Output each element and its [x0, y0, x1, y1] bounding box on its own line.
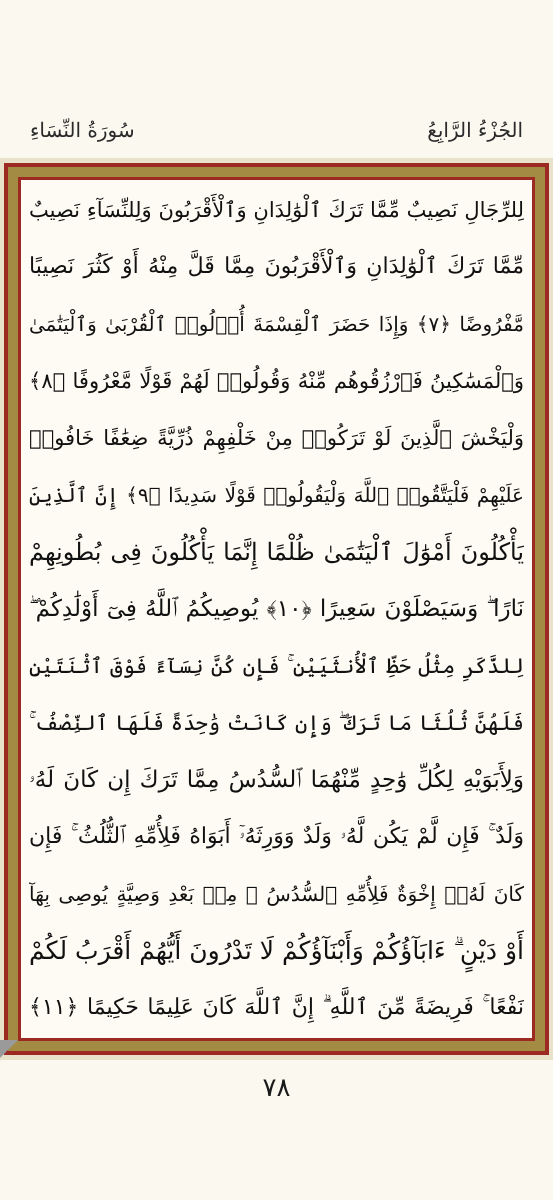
- verse-line-13: كَانَ لَهُۥٓ إِخْوَةٌ فَلِأُمِّهِ ٱلسُّدُسُ ۚ مِنۢ بَعْدِ وَصِيَّةٍ يُوصِى بِهَآ: [29, 882, 524, 906]
- juz-name-title: الجُزْءُ الرَّابِعُ: [427, 118, 523, 142]
- verse-line-3: مَّفْرُوضًا ﴿٧﴾ وَإِذَا حَضَرَ ٱلْقِسْمَةَ أُو۟لُوا۟ ٱلْقُرْبَىٰ وَٱلْيَتَٰمَىٰ: [29, 312, 524, 336]
- verse-line-9: لِلذَّكَرِ مِثْلُ حَظِّ ٱلْأُنثَيَيْنِ ۚ فَإِن كُنَّ نِسَآءً فَوْقَ ٱثْنَتَيْنِ: [29, 654, 524, 678]
- verse-line-7: يَأْكُلُونَ أَمْوَٰلَ ٱلْيَتَٰمَىٰ ظُلْمًا إِنَّمَا يَأْكُلُونَ فِى بُطُونِهِمْ: [29, 538, 524, 566]
- verse-line-15: نَفْعًا ۚ فَرِيضَةً مِّنَ ٱللَّهِ ۗ إِنَّ ٱللَّهَ كَانَ عَلِيمًا حَكِيمًا ﴿١١﴾: [29, 995, 524, 1020]
- page-header: [0, 110, 553, 150]
- verse-line-5: وَلْيَخْشَ ٱلَّذِينَ لَوْ تَرَكُوا۟ مِنْ خَلْفِهِمْ ذُرِّيَّةً ضِعَٰفًا خَافُوا۟: [29, 426, 524, 450]
- verse-line-4: وَٱلْمَسَٰكِينُ فَٱرْزُقُوهُم مِّنْهُ وَقُولُوا۟ لَهُمْ قَوْلًا مَّعْرُوفًا ﴿٨﴾: [29, 369, 524, 393]
- verse-line-8: نَارًا ۖ وَسَيَصْلَوْنَ سَعِيرًا ﴿١٠﴾ يُوصِيكُمُ ٱللَّهُ فِىٓ أَوْلَٰدِكُمْ ۖ: [29, 596, 524, 622]
- surah-name-title: سُورَةُ النِّسَاءِ: [30, 118, 135, 142]
- verse-line-12: وَلَدٌ ۚ فَإِن لَّمْ يَكُن لَّهُۥ وَلَدٌ وَوَرِثَهُۥٓ أَبَوَاهُ فَلِأُمِّهِ ٱلثُّلُثُ ۚ فَإِن: [29, 824, 524, 849]
- verse-text-area: [21, 180, 532, 1038]
- verse-line-2: مِّمَّا تَرَكَ ٱلْوَٰلِدَانِ وَٱلْأَقْرَبُونَ مِمَّا قَلَّ مِنْهُ أَوْ كَثُرَ نَصِيبًا: [29, 254, 524, 279]
- page-corner-fold-icon[interactable]: [0, 1040, 18, 1058]
- verse-line-14: أَوْ دَيْنٍ ۗ ءَابَآؤُكُمْ وَأَبْنَآؤُكُمْ لَا تَدْرُونَ أَيُّهُمْ أَقْرَبُ لَكُمْ: [29, 936, 524, 965]
- verse-line-6: عَلَيْهِمْ فَلْيَتَّقُوا۟ ٱللَّهَ وَلْيَقُولُوا۟ قَوْلًا سَدِيدًا ﴿٩﴾ إِنَّ ٱلَّذِينَ: [29, 483, 524, 507]
- page-number: ٧٨: [262, 1073, 291, 1103]
- verse-line-10: فَلَهُنَّ ثُلُثَا مَا تَرَكَ ۖ وَإِن كَانَتْ وَٰحِدَةً فَلَهَا ٱلنِّصْفُ ۚ: [29, 711, 524, 735]
- verse-line-11: وَلِأَبَوَيْهِ لِكُلِّ وَٰحِدٍ مِّنْهُمَا ٱلسُّدُسُ مِمَّا تَرَكَ إِن كَانَ لَهُۥ: [29, 767, 524, 793]
- verse-line-1: لِلرِّجَالِ نَصِيبٌ مِّمَّا تَرَكَ ٱلْوَٰلِدَانِ وَٱلْأَقْرَبُونَ وَلِلنِّسَآءِ نَصِيبٌ: [29, 198, 524, 222]
